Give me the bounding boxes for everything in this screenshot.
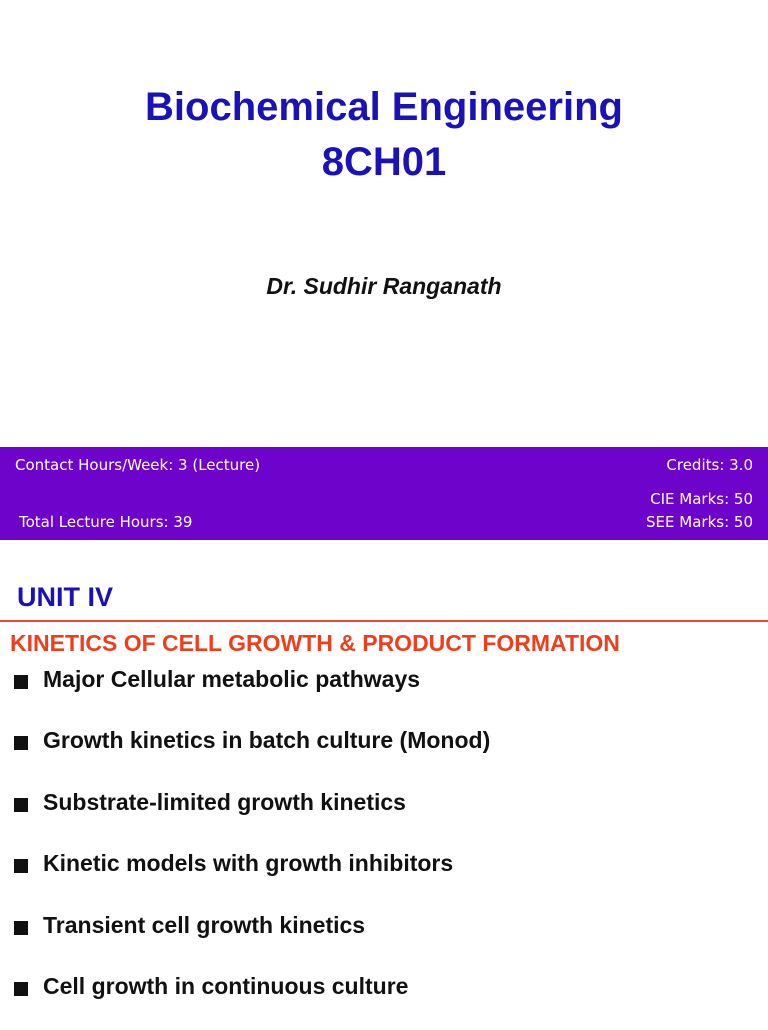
list-item (0, 908, 768, 969)
contact-hours: Contact Hours/Week: 3 (Lecture) (15, 456, 261, 474)
course-info-banner (0, 447, 768, 540)
author-name: Dr. Sudhir Ranganath (266, 273, 502, 299)
section-divider (0, 620, 768, 622)
course-code: 8CH01 (321, 140, 447, 184)
list-item-text: Growth kinetics in batch culture (Monod) (43, 727, 491, 754)
square-bullet-icon (14, 859, 28, 873)
credits: Credits: 3.0 (666, 456, 753, 474)
square-bullet-icon (14, 798, 28, 812)
square-bullet-icon (14, 736, 28, 750)
cie-marks: CIE Marks: 50 (650, 490, 753, 508)
list-item-text: Major Cellular metabolic pathways (43, 666, 421, 692)
list-item (0, 662, 768, 723)
list-item (0, 846, 768, 907)
slide-title: Biochemical Engineering (145, 85, 623, 129)
list-item-text: Kinetic models with growth inhibitors (43, 850, 454, 877)
square-bullet-icon (14, 982, 28, 996)
list-item (0, 969, 768, 1030)
list-item-text: Substrate-limited growth kinetics (43, 788, 406, 815)
topic-list (0, 662, 768, 1030)
unit-topic: KINETICS OF CELL GROWTH & PRODUCT FORMATION (10, 630, 620, 656)
square-bullet-icon (14, 921, 28, 935)
list-item-text: Transient cell growth kinetics (43, 911, 366, 938)
square-bullet-icon (14, 675, 28, 689)
see-marks: SEE Marks: 50 (646, 513, 753, 531)
list-item-text: Cell growth in continuous culture (43, 972, 409, 999)
list-item (0, 723, 768, 784)
list-item (0, 785, 768, 846)
unit-label: UNIT IV (17, 582, 114, 612)
total-lecture-hours: Total Lecture Hours: 39 (19, 513, 193, 531)
